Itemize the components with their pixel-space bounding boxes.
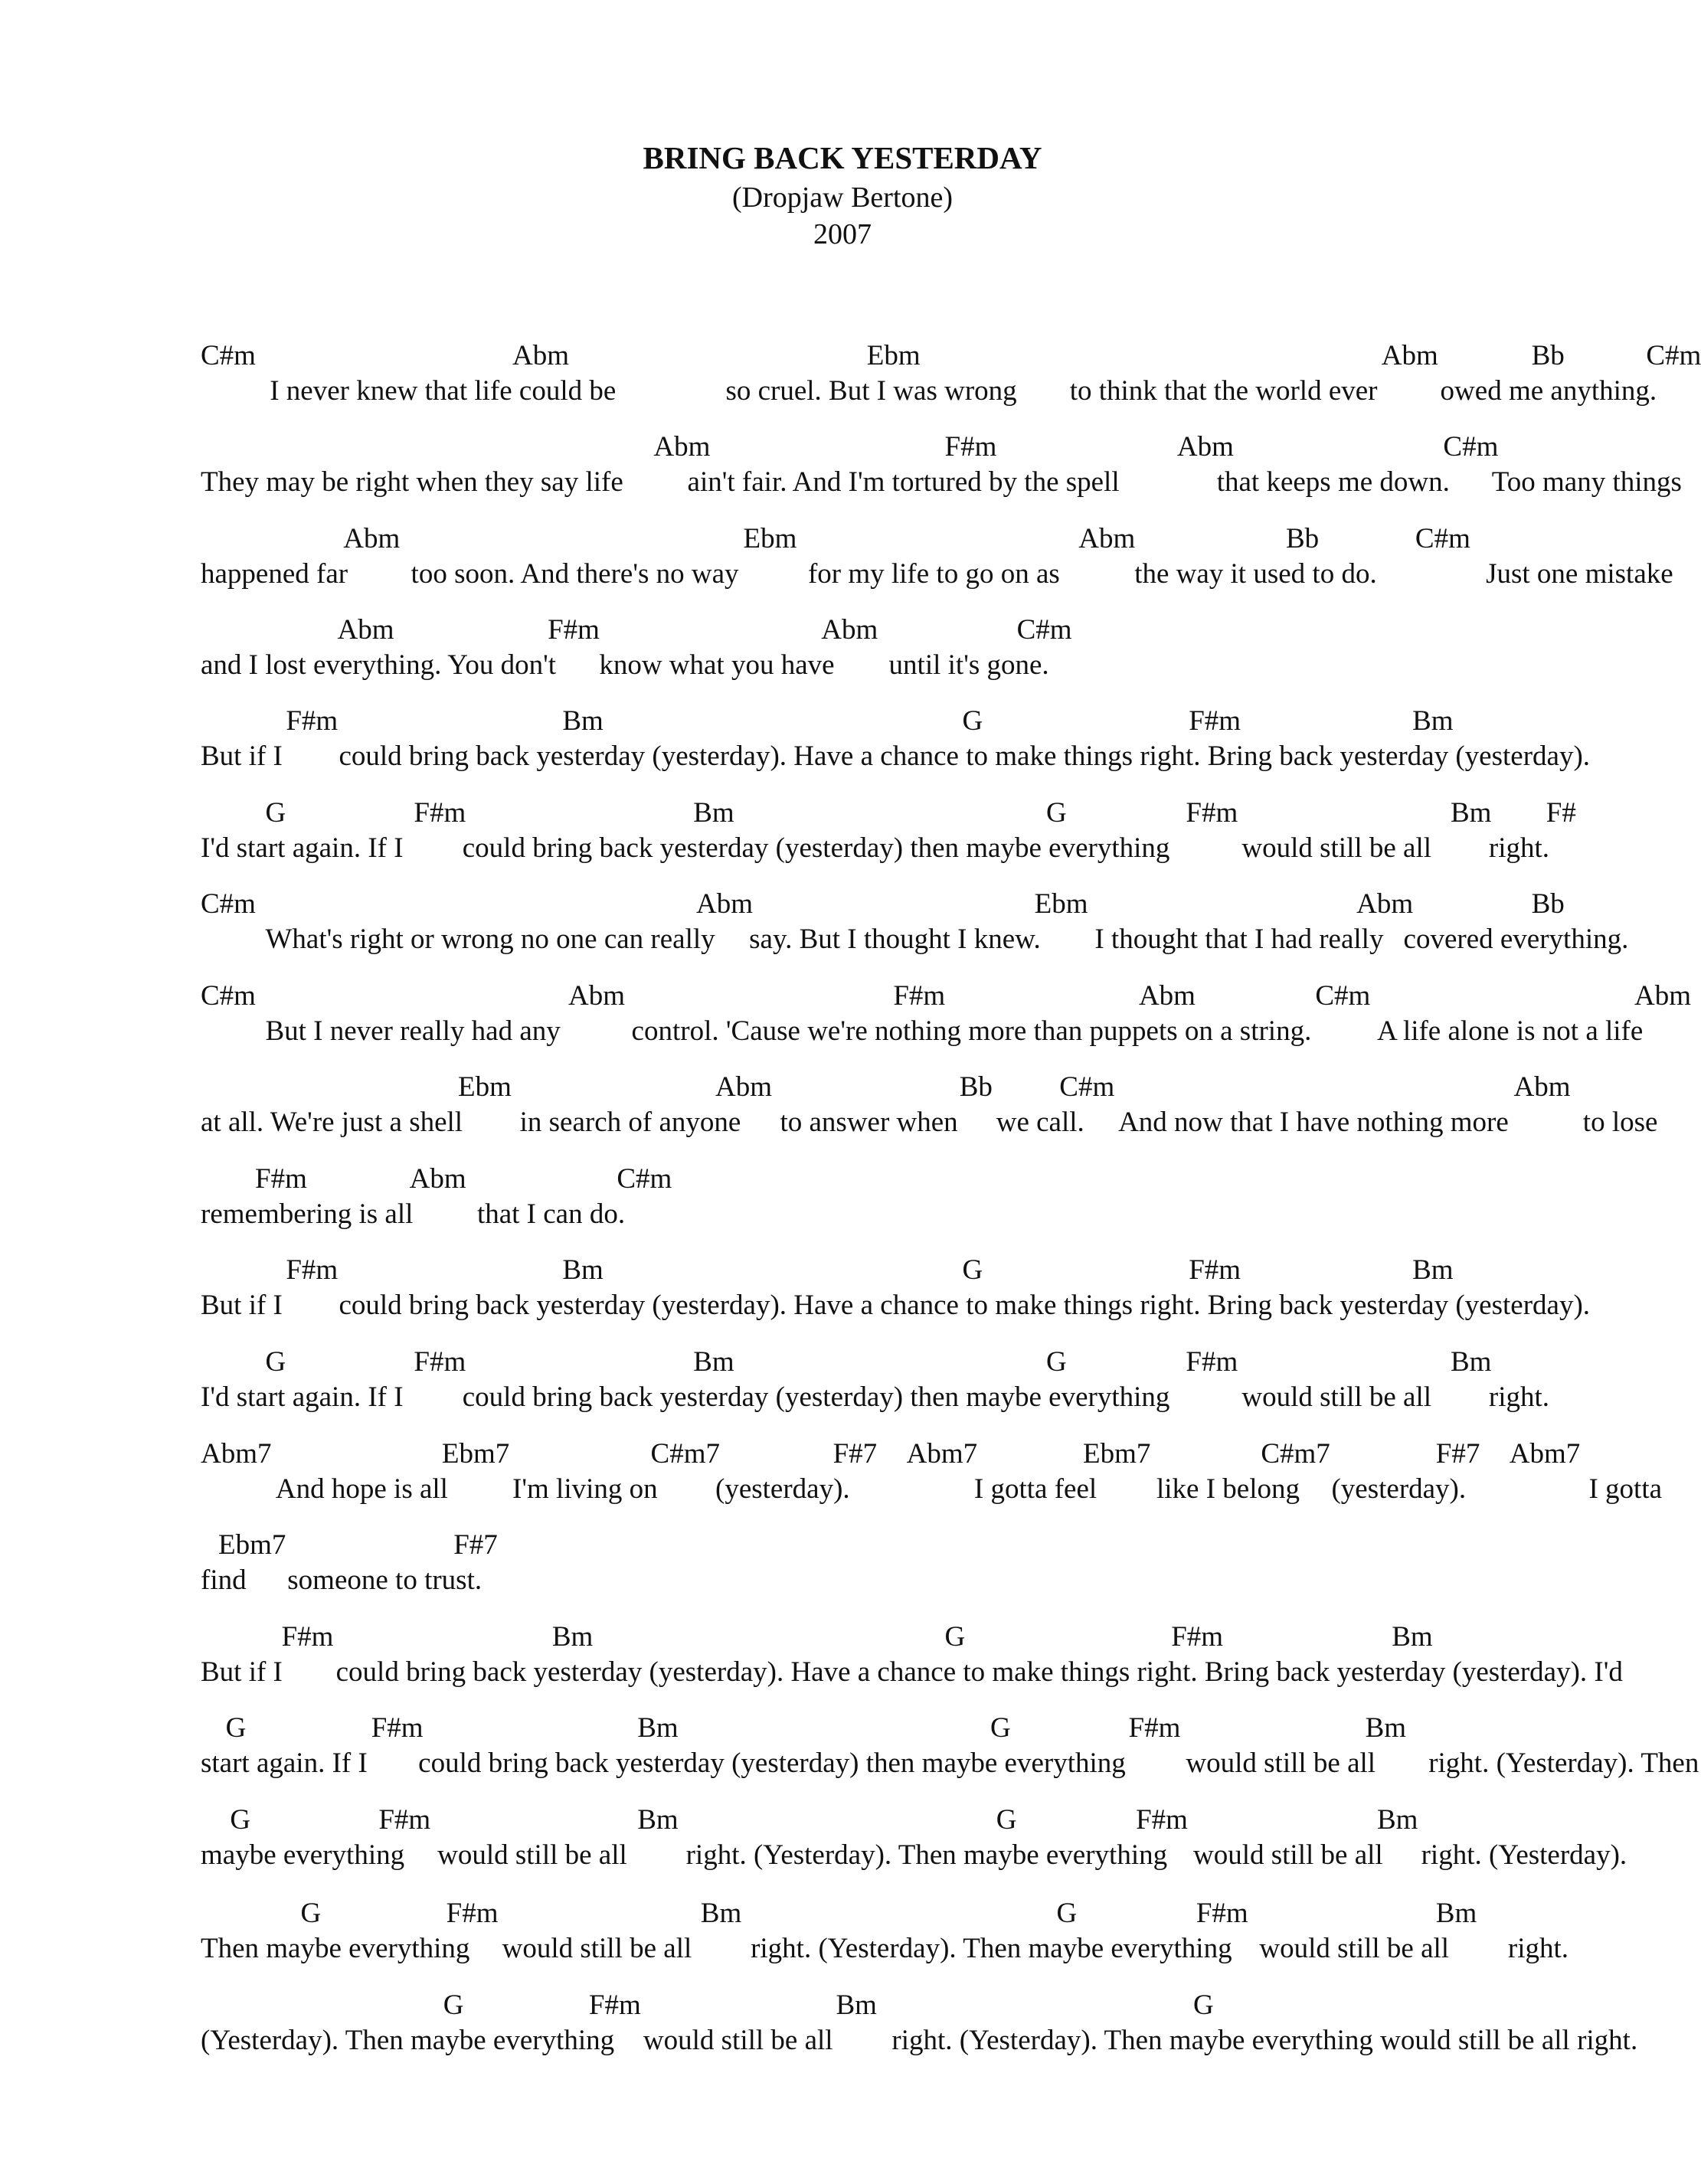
chord-symbol: F#m [286,1254,339,1286]
lyric-segment: know what you have [599,649,835,681]
lyric-segment: could bring back yesterday (yesterday) then maybe everything [462,1381,1170,1413]
lyric-segment: would still be all [1186,1748,1376,1779]
chord-symbol: F#m [255,1163,307,1195]
lyric-segment: I'd start again. If I [201,1381,404,1413]
chord-symbol: G [990,1712,1011,1744]
chord-symbol: F# [1546,797,1576,829]
chord-symbol: F#m [281,1621,334,1653]
lyric-segment: right. (Yesterday). Then [1428,1748,1699,1779]
lyric-segment: and I lost everything. You don't [201,649,557,681]
chord-symbol: F#m [1186,1346,1238,1378]
lyric-segment: And now that I have nothing more [1118,1107,1509,1138]
lyric-segment: But if I [201,1290,283,1321]
lyric-segment: maybe everything [201,1839,405,1871]
lyric-segment: until it's gone. [888,649,1049,681]
lyric-segment: to lose [1582,1107,1658,1138]
chord-symbol: Abm [568,980,625,1012]
chord-symbol: C#m [1059,1071,1115,1103]
chord-symbol: F#m [414,1346,466,1378]
lyric-segment: would still be all [1259,1933,1450,1964]
lyric-segment: right. (Yesterday). Then maybe everything [685,1839,1168,1871]
chord-symbol: C#m [617,1163,672,1195]
chord-symbol: Abm [696,888,754,920]
chord-symbol: F#m [893,980,946,1012]
lyric-segment: would still be all [1241,1381,1432,1413]
lyric-segment: They may be right when they say life [201,466,623,498]
lyric-segment: someone to trust. [287,1564,482,1596]
lyric-segment: (yesterday). [715,1473,850,1505]
lyric-segment: I thought that I had really [1094,924,1384,955]
lyric-segment: in search of anyone [519,1107,741,1138]
lyric-segment: to answer when [780,1107,958,1138]
chord-symbol: G [1046,797,1067,829]
chord-symbol: G [1193,1989,1214,2021]
lyric-segment: ain't fair. And I'm tortured by the spell [687,466,1120,498]
chord-symbol: F#m [944,431,997,463]
chord-symbol: G [944,1621,966,1653]
chord-symbol: Bm [1451,797,1492,829]
chord-symbol: G [225,1712,247,1744]
lyric-segment: But I never really had any [265,1015,561,1047]
chord-symbol: Bm [1365,1712,1407,1744]
lyric-segment: right. [1488,1381,1550,1413]
lyric-segment: control. 'Cause we're nothing more than puppets on a string. [631,1015,1312,1047]
chord-symbol: Bm [562,1254,604,1286]
chord-symbol: F#m [414,797,466,829]
chord-symbol: F#m [378,1804,431,1836]
chord-symbol: G [962,705,983,737]
chord-symbol: F#m [1189,705,1241,737]
chord-symbol: F#7 [1435,1438,1480,1470]
lyric-segment: Just one mistake [1486,558,1673,590]
chord-symbol: G [1056,1898,1078,1929]
chord-symbol: Abm [1513,1071,1571,1103]
lyric-segment: find [201,1564,247,1596]
chord-symbol: Bm [562,705,604,737]
chord-symbol: Bm [1412,1254,1454,1286]
chord-symbol: F#7 [453,1529,498,1561]
lyric-segment: could bring back yesterday (yesterday) then maybe everything [418,1748,1126,1779]
lyric-segment: so cruel. But I was wrong [725,375,1017,407]
chord-symbol: Bm [637,1804,679,1836]
chord-symbol: C#m [201,980,256,1012]
lyric-segment: owed me anything. [1440,375,1657,407]
chord-symbol: Ebm7 [1083,1438,1151,1470]
chord-symbol: Abm [653,431,711,463]
chord-symbol: Ebm [458,1071,512,1103]
chord-symbol: Abm [409,1163,466,1195]
lyric-segment: remembering is all [201,1198,414,1230]
chord-symbol: Abm7 [906,1438,978,1470]
chord-symbol: Abm [1356,888,1414,920]
chord-symbol: G [265,797,286,829]
chord-symbol: F#m [1189,1254,1241,1286]
lyric-segment: like I belong [1156,1473,1300,1505]
lyric-segment: would still be all [643,2025,833,2056]
chord-symbol: Bm [1392,1621,1433,1653]
lyric-segment: right. [1488,832,1550,864]
chord-symbol: Abm [715,1071,772,1103]
chord-symbol: Bb [1531,888,1565,920]
chord-symbol: Bb [1285,523,1320,554]
lyric-segment: right. (Yesterday). Then maybe everything [751,1933,1232,1964]
chord-symbol: Bm [1435,1898,1477,1929]
lyric-segment: A life alone is not a life [1377,1015,1644,1047]
lyric-segment: right. [1507,1933,1569,1964]
chord-symbol: G [300,1898,322,1929]
chord-symbol: F#m [1136,1804,1188,1836]
chord-symbol: Bm [836,1989,877,2021]
lyric-segment: too soon. And there's no way [411,558,739,590]
lyric-segment: I'd start again. If I [201,832,404,864]
chord-symbol: G [265,1346,286,1378]
lyric-segment: covered everything. [1403,924,1629,955]
chord-symbol: Bm [693,1346,734,1378]
lyric-segment: we call. [996,1107,1084,1138]
chord-symbol: Ebm7 [218,1529,286,1561]
song-year: 2007 [813,218,872,250]
chord-symbol: Abm [1176,431,1234,463]
chord-symbol: G [996,1804,1017,1836]
lyric-segment: happened far [201,558,348,590]
chord-symbol: F#m [548,614,600,646]
chord-symbol: F#m [1128,1712,1181,1744]
lyric-segment: right. (Yesterday). Then maybe everything would still be all right. [891,2025,1638,2056]
lyric-segment: to think that the world ever [1069,375,1378,407]
chord-symbol: F#m [588,1989,641,2021]
chord-symbol: C#m [1016,614,1072,646]
chord-symbol: Abm [1634,980,1691,1012]
lyric-segment: (yesterday). [1331,1473,1467,1505]
lyric-segment: But if I [201,1656,283,1688]
lyric-segment: at all. We're just a shell [201,1107,463,1138]
lyric-segment: I gotta [1588,1473,1663,1505]
chord-symbol: Ebm [743,523,797,554]
lyric-segment: right. (Yesterday). [1421,1839,1627,1871]
chord-symbol: F#m [446,1898,499,1929]
chord-symbol: F#m [1171,1621,1224,1653]
lyric-segment: would still be all [437,1839,627,1871]
chord-symbol: Abm [1138,980,1196,1012]
lyric-segment: for my life to go on as [807,558,1060,590]
chord-symbol: Bm [637,1712,679,1744]
lyric-segment: could bring back yesterday (yesterday). Have a chance to make things right. Bring back yesterday (yesterday). I'd [335,1656,1623,1688]
chord-symbol: Abm [343,523,401,554]
chord-symbol: C#m7 [650,1438,720,1470]
chord-symbol: Bm [1377,1804,1418,1836]
lyric-segment: would still be all [1241,832,1432,864]
chord-symbol: Bm [700,1898,742,1929]
lyric-segment: start again. If I [201,1748,368,1779]
chord-symbol: Ebm [866,340,921,371]
lyric-segment: could bring back yesterday (yesterday). Have a chance to make things right. Bring back yesterday (yesterday). [339,741,1591,772]
chord-symbol: Bb [959,1071,993,1103]
chord-symbol: C#m [1443,431,1499,463]
lyric-segment: Then maybe everything [201,1933,470,1964]
lyric-segment: say. But I thought I knew. [749,924,1041,955]
chord-symbol: Ebm [1034,888,1088,920]
lyric-segment: What's right or wrong no one can really [265,924,715,955]
chord-symbol: C#m [1415,523,1470,554]
chord-symbol: Abm [821,614,878,646]
lyric-segment: But if I [201,741,283,772]
song-writer: (Dropjaw Bertone) [731,181,954,214]
song-title: BRING BACK YESTERDAY [643,140,1042,175]
lyric-segment: could bring back yesterday (yesterday). Have a chance to make things right. Bring back yesterday (yesterday). [339,1290,1591,1321]
lyric-segment: Too many things [1491,466,1682,498]
chord-symbol: C#m [201,340,256,371]
chord-symbol: C#m [1646,340,1701,371]
chord-symbol: Bm [551,1621,594,1653]
chord-symbol: G [443,1989,464,2021]
chord-symbol: Abm [512,340,570,371]
lyric-segment: that I can do. [476,1198,626,1230]
chord-symbol: F#m [371,1712,424,1744]
lyric-segment: And hope is all [275,1473,448,1505]
lyric-segment: I'm living on [512,1473,658,1505]
chord-symbol: Abm7 [201,1438,272,1470]
chord-symbol: Ebm7 [441,1438,510,1470]
lyric-segment: I never knew that life could be [270,375,617,407]
chord-symbol: F#m [1186,797,1238,829]
lyric-segment: would still be all [1193,1839,1383,1871]
chord-symbol: C#m7 [1261,1438,1330,1470]
chord-symbol: Bb [1531,340,1565,371]
chord-symbol: Bm [1451,1346,1492,1378]
chord-symbol: Abm [1078,523,1136,554]
chord-symbol: G [1046,1346,1067,1378]
chord-symbol: G [230,1804,251,1836]
lyric-segment: could bring back yesterday (yesterday) then maybe everything [462,832,1170,864]
chord-symbol: F#m [1196,1898,1248,1929]
lyric-segment: would still be all [502,1933,692,1964]
lyric-segment: (Yesterday). Then maybe everything [201,2025,615,2056]
lyric-segment: the way it used to do. [1134,558,1377,590]
chord-symbol: F#m [286,705,339,737]
lyric-segment: that keeps me down. [1216,466,1450,498]
chord-symbol: C#m [201,888,256,920]
chord-symbol: C#m [1315,980,1371,1012]
chord-symbol: Abm [1381,340,1438,371]
chord-symbol: G [962,1254,983,1286]
chord-symbol: Bm [1412,705,1454,737]
chord-symbol: F#7 [833,1438,878,1470]
chord-symbol: Abm7 [1509,1438,1581,1470]
chord-symbol: Bm [693,797,734,829]
lyric-segment: I gotta feel [973,1473,1097,1505]
chord-symbol: Abm [337,614,394,646]
